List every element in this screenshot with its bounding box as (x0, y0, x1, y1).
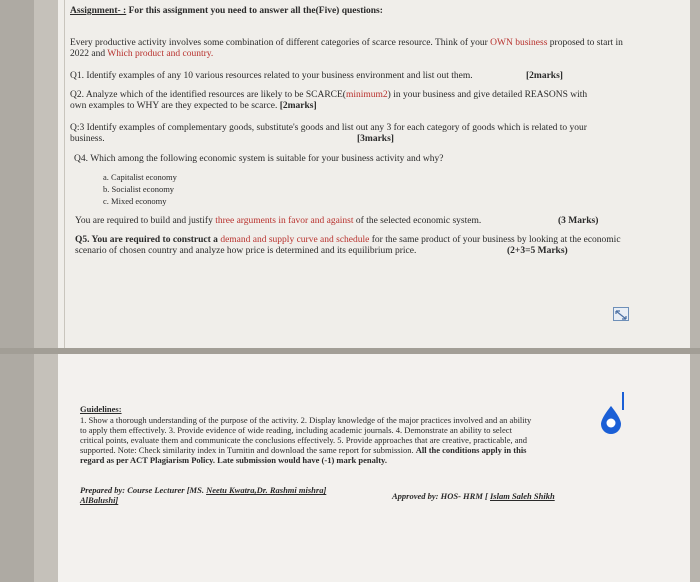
option-socialist: b. Socialist economy (103, 184, 175, 194)
assignment-instruction: For this assignment you need to answer all the(Five) questions: (128, 6, 383, 16)
guidelines-title: Guidelines: (80, 404, 122, 414)
question-5: Q5. You are required to construct a demand and supply curve and schedule for the same product of your business by looking at the economic scenario of chosen country and analyze how price is determined and its equilibrium price. (75, 235, 621, 256)
option-capitalist: a. Capitalist economy (103, 172, 177, 182)
question-3-marks: [3marks] (357, 134, 394, 144)
prepared-by: Prepared by: Course Lecturer [MS. Neetu Kwatra,Dr. Rashmi mishra] (80, 485, 327, 495)
prepared-by-continued: AlBalushi] (80, 495, 119, 505)
question-4-marks: (3 Marks) (558, 216, 599, 226)
question-3: Q:3 Identify examples of complementary goods, substitute's goods and list out any 3 for each category of goods which is related to your business. (70, 123, 587, 144)
question-5-marks: (2+3=5 Marks) (507, 246, 568, 256)
intro-paragraph: Every productive activity involves some combination of different categories of scarce resource. Think of your OWN business proposed to start in 2022 and Which product and country. (70, 38, 623, 59)
guidelines-page (58, 354, 690, 582)
question-1-marks: [2marks] (526, 71, 563, 81)
assignment-header (70, 6, 383, 17)
expand-icon[interactable] (613, 307, 629, 321)
approved-by: Approved by: HOS- HRM [ Islam Saleh Shikh (392, 491, 555, 501)
page-margin-line (64, 0, 65, 348)
option-mixed: c. Mixed economy (103, 196, 167, 206)
question-1: Q1. Identify examples of any 10 various resources related to your business environment and list out them. (70, 71, 473, 81)
guidelines-text: 1. Show a thorough understanding of the purpose of the activity. 2. Display knowledge of the major practices involved and an ability to apply them effectively. 3. Provide evidence of wide reading, including academic journals. 4. Demonstrate an ability to select critical points, evaluate them and communicate the conclusions effectively. 5. Provide approaches that are creative, practicable, and supported. Note: Check similarity index in Turnitin and download the same report for submission. All the conditions apply in this regard as per ACT Plagiarism Policy. Late submission would have (-1) mark penalty. (80, 415, 532, 465)
scroll-handle-icon[interactable] (598, 404, 624, 434)
assignment-label: Assignment- : (70, 6, 127, 16)
question-4-requirement: You are required to build and justify three arguments in favor and against of the selected economic system. (75, 216, 482, 226)
question-4: Q4. Which among the following economic system is suitable for your business activity and why? (74, 154, 444, 164)
question-2: Q2. Analyze which of the identified resources are likely to be SCARCE(minimum2) in your business and give detailed REASONS with own examples to WHY are they expected to be scarce. [2marks] (70, 90, 588, 111)
